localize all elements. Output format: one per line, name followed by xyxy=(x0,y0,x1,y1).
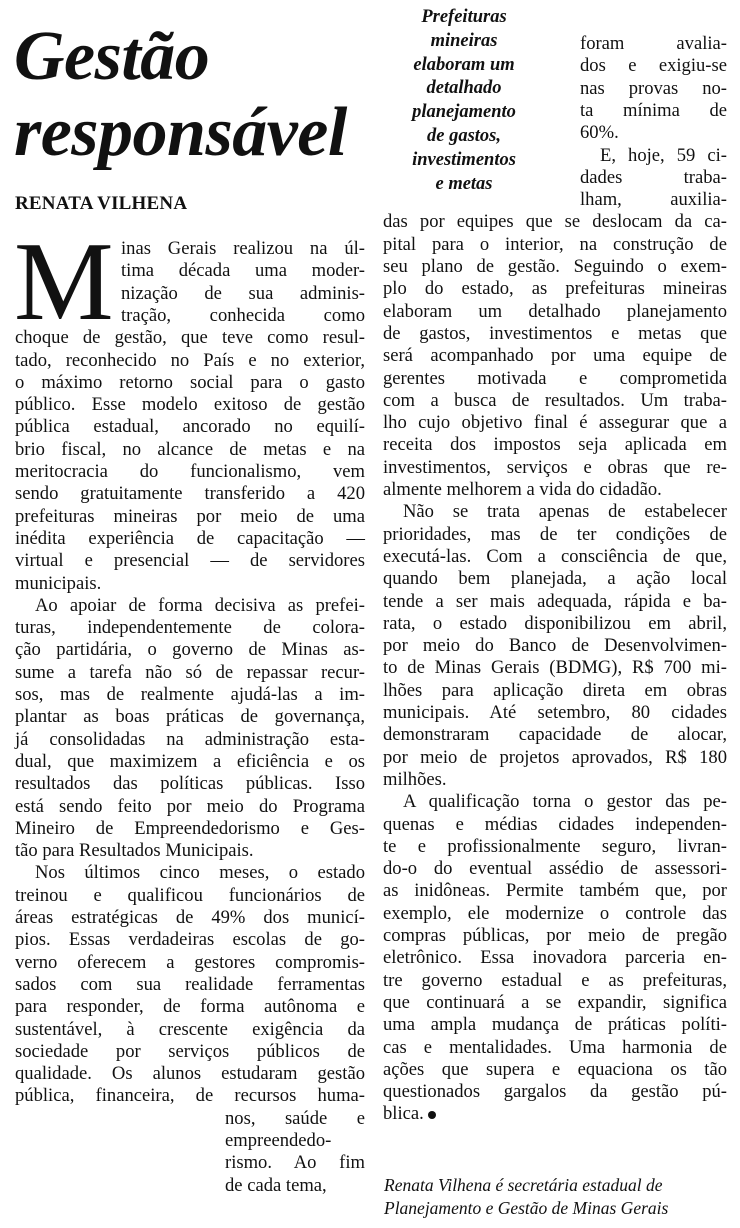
drop-cap: M xyxy=(14,220,114,344)
paragraph-line: nos, saúde e xyxy=(225,1107,365,1129)
pull-quote-line: e metas xyxy=(435,173,493,194)
paragraph-line: dual, que maximizem a eficiência e os xyxy=(15,750,365,772)
paragraph-line: investimentos, serviços e obras que re- xyxy=(383,456,727,478)
paragraph-line: receita dos impostos seja aplicada em xyxy=(383,434,727,456)
author-note-line: Renata Vilhena é secretária estadual de xyxy=(384,1175,663,1195)
paragraph-line: rismo. Ao fim xyxy=(225,1152,365,1174)
paragraph-line: tração, conhecida como xyxy=(121,304,365,326)
paragraph-line: exemplo, ele modernize o controle das xyxy=(383,902,727,924)
paragraph-line: por meio de projetos aprovados, R$ 180 xyxy=(383,746,727,768)
paragraph-line: nas provas no- xyxy=(580,77,727,99)
paragraph-line: uma ampla mudança de práticas políti- xyxy=(383,1014,727,1036)
paragraph-line: já consolidadas na administração esta- xyxy=(15,728,365,750)
paragraph-line: seu plano de gestão. Seguindo o exem- xyxy=(383,256,727,277)
paragraph-line: lhões para aplicação direta em obras xyxy=(383,679,727,701)
paragraph-line: municipais. Até setembro, 80 cidades xyxy=(383,702,727,723)
paragraph-line: tende a ser mais adequada, rápida e ba- xyxy=(383,590,727,612)
paragraph-line: pública, financeira, de recursos huma- xyxy=(15,1085,365,1107)
paragraph-line: qualidade. Os alunos estudaram gestão xyxy=(15,1063,365,1085)
paragraph-line: lho cujo objetivo final é assegurar que a xyxy=(383,412,727,434)
paragraph-line: elaboram um detalhado planejamento xyxy=(383,300,727,322)
paragraph-line: cas e mentalidades. Uma harmonia de xyxy=(383,1036,727,1058)
paragraph-line: pital para o interior, na construção de xyxy=(383,233,727,255)
paragraph-line: Nos últimos cinco meses, o estado xyxy=(35,862,365,884)
paragraph-line: dades traba- xyxy=(580,166,727,188)
paragraph-line: resultados das políticas públicas. Isso xyxy=(15,773,365,795)
paragraph-line: das por equipes que se deslocam da ca- xyxy=(383,211,727,233)
paragraph-line: ta mínima de xyxy=(580,99,727,121)
paragraph-line: milhões. xyxy=(383,768,447,790)
pull-quote-line: mineiras xyxy=(430,30,498,51)
author-note-line: Planejamento e Gestão de Minas Gerais xyxy=(384,1198,669,1218)
paragraph-line: para responder, de forma autônoma e xyxy=(15,996,365,1018)
paragraph-line: blica. xyxy=(383,1103,727,1125)
paragraph-line: nização de sua adminis- xyxy=(121,282,365,304)
paragraph-line: com a busca de resultados. Um traba- xyxy=(383,389,727,411)
paragraph-line: que continuará a se expandir, significa xyxy=(383,991,727,1013)
paragraph-line: será acompanhado por uma equipe de xyxy=(383,345,727,367)
paragraph-line: sendo gratuitamente transferido a 420 xyxy=(15,483,365,505)
pull-quote-line: elaboram um xyxy=(413,54,515,75)
paragraph-line: de cada tema, xyxy=(225,1174,327,1196)
paragraph-line: te e profissionalmente seguro, livran- xyxy=(383,835,727,857)
paragraph-line: o máximo retorno social para o gasto xyxy=(15,371,365,393)
pull-quote-line: Prefeituras xyxy=(421,7,507,27)
pull-quote-line: investimentos xyxy=(412,149,516,170)
paragraph-line: 60%. xyxy=(580,122,619,144)
paragraph-line: tão para Resultados Municipais. xyxy=(15,840,254,862)
paragraph-line: sustentável, à crescente exigência da xyxy=(15,1018,365,1040)
paragraph-line: inédita experiência de capacitação — xyxy=(15,527,365,549)
paragraph-line: meritocracia do funcionalismo, vem xyxy=(15,461,365,482)
paragraph-line: gerentes motivada e comprometida xyxy=(383,367,727,389)
paragraph-line: tima década uma moder- xyxy=(121,260,365,282)
paragraph-line: do-o do eventual assédio de assessori- xyxy=(383,858,727,880)
paragraph-line: sos, mas de realmente ajudá-las a im- xyxy=(15,684,365,705)
paragraph-line: treinou e qualificou funcionários de xyxy=(15,884,365,906)
paragraph-line: compras públicas, por meio de pregão xyxy=(383,925,727,946)
paragraph-line: sados com sua realidade ferramentas xyxy=(15,973,365,995)
paragraph-line: prioridades, mas de ter condições de xyxy=(383,523,727,545)
paragraph-line: Não se trata apenas de estabelecer xyxy=(403,501,727,523)
paragraph-line: de gastos, investimentos e metas que xyxy=(383,322,727,344)
paragraph-line: rata, o estado disponibilizou em abril, xyxy=(383,612,727,634)
headline-line-1: Gestão xyxy=(14,18,210,95)
paragraph-line: tre governo estadual e as prefeituras, xyxy=(383,969,727,991)
paragraph-line: quando bem planejada, a ação local xyxy=(383,568,727,590)
paragraph-line: demonstraram capacidade de alocar, xyxy=(383,724,727,746)
paragraph-line: Mineiro de Empreendedorismo e Ges- xyxy=(15,817,365,839)
paragraph-line: lham, auxilia- xyxy=(580,189,727,211)
paragraph-line: eletrônico. Essa inovadora parceria en- xyxy=(383,947,727,969)
paragraph-line: brio fiscal, no alcance de metas e na xyxy=(15,438,365,460)
paragraph-line: pios. Essas verdadeiras escolas de go- xyxy=(15,929,365,951)
paragraph-line: dos e exigiu-se xyxy=(580,55,727,77)
author-note xyxy=(384,1174,668,1220)
paragraph-line: verno oferecem a gestores compromis- xyxy=(15,951,365,973)
paragraph-line: plantar as boas práticas de governança, xyxy=(15,706,365,728)
paragraph-line: pública estadual, ancorado no equilí- xyxy=(15,416,365,438)
paragraph-line: Ao apoiar de forma decisiva as prefei- xyxy=(35,594,365,616)
paragraph-line: está sendo feito por meio do Programa xyxy=(15,795,365,817)
paragraph-line: virtual e presencial — de servidores xyxy=(15,550,365,572)
paragraph-line: questionados gargalos da gestão pú- xyxy=(383,1081,727,1103)
paragraph-line: áreas estratégicas de 49% dos municí- xyxy=(15,907,365,928)
pull-quote xyxy=(372,6,556,196)
paragraph-line: quenas e médias cidades independen- xyxy=(383,813,727,835)
paragraph-line: por meio do Banco de Desenvolvimen- xyxy=(383,635,727,657)
pull-quote-line: de gastos, xyxy=(427,125,501,146)
paragraph-line: inas Gerais realizou na úl- xyxy=(121,238,365,259)
paragraph-line: prefeituras mineiras por meio de uma xyxy=(15,505,365,527)
paragraph-line: empreendedo- xyxy=(225,1130,332,1151)
paragraph-line: plo do estado, as prefeituras mineiras xyxy=(383,278,727,300)
paragraph-line: público. Esse modelo exitoso de gestão xyxy=(15,394,365,416)
paragraph-line: executá-las. Com a consciência de que, xyxy=(383,545,727,567)
pull-quote-line: detalhado xyxy=(426,78,502,99)
pull-quote-line: planejamento xyxy=(412,102,516,123)
paragraph-line: E, hoje, 59 ci- xyxy=(600,144,727,166)
paragraph-line: A qualificação torna o gestor das pe- xyxy=(403,791,727,813)
paragraph-line: ção partidária, o governo de Minas as- xyxy=(15,639,365,661)
paragraph-line: municipais. xyxy=(15,572,102,594)
paragraph-line: almente melhorem a vida do cidadão. xyxy=(383,479,662,500)
paragraph-line: choque de gestão, que teve como resul- xyxy=(15,327,365,349)
paragraph-line: turas, independentemente de colora- xyxy=(15,617,365,639)
paragraph-line: sociedade por serviços públicos de xyxy=(15,1040,365,1062)
paragraph-line: to de Minas Gerais (BDMG), R$ 700 mi- xyxy=(383,657,727,679)
headline-line-2: responsável xyxy=(14,94,347,171)
paragraph-line: ações que supera e equaciona os tão xyxy=(383,1058,727,1080)
paragraph-line: foram avalia- xyxy=(580,33,727,54)
end-mark-icon xyxy=(428,1111,436,1119)
paragraph-line: as inidôneas. Permite também que, por xyxy=(383,880,727,902)
byline: RENATA VILHENA xyxy=(15,193,188,214)
paragraph-line: sume a tarefa não só de repassar recur- xyxy=(15,661,365,683)
paragraph-line: tado, reconhecido no País e no exterior, xyxy=(15,349,365,371)
